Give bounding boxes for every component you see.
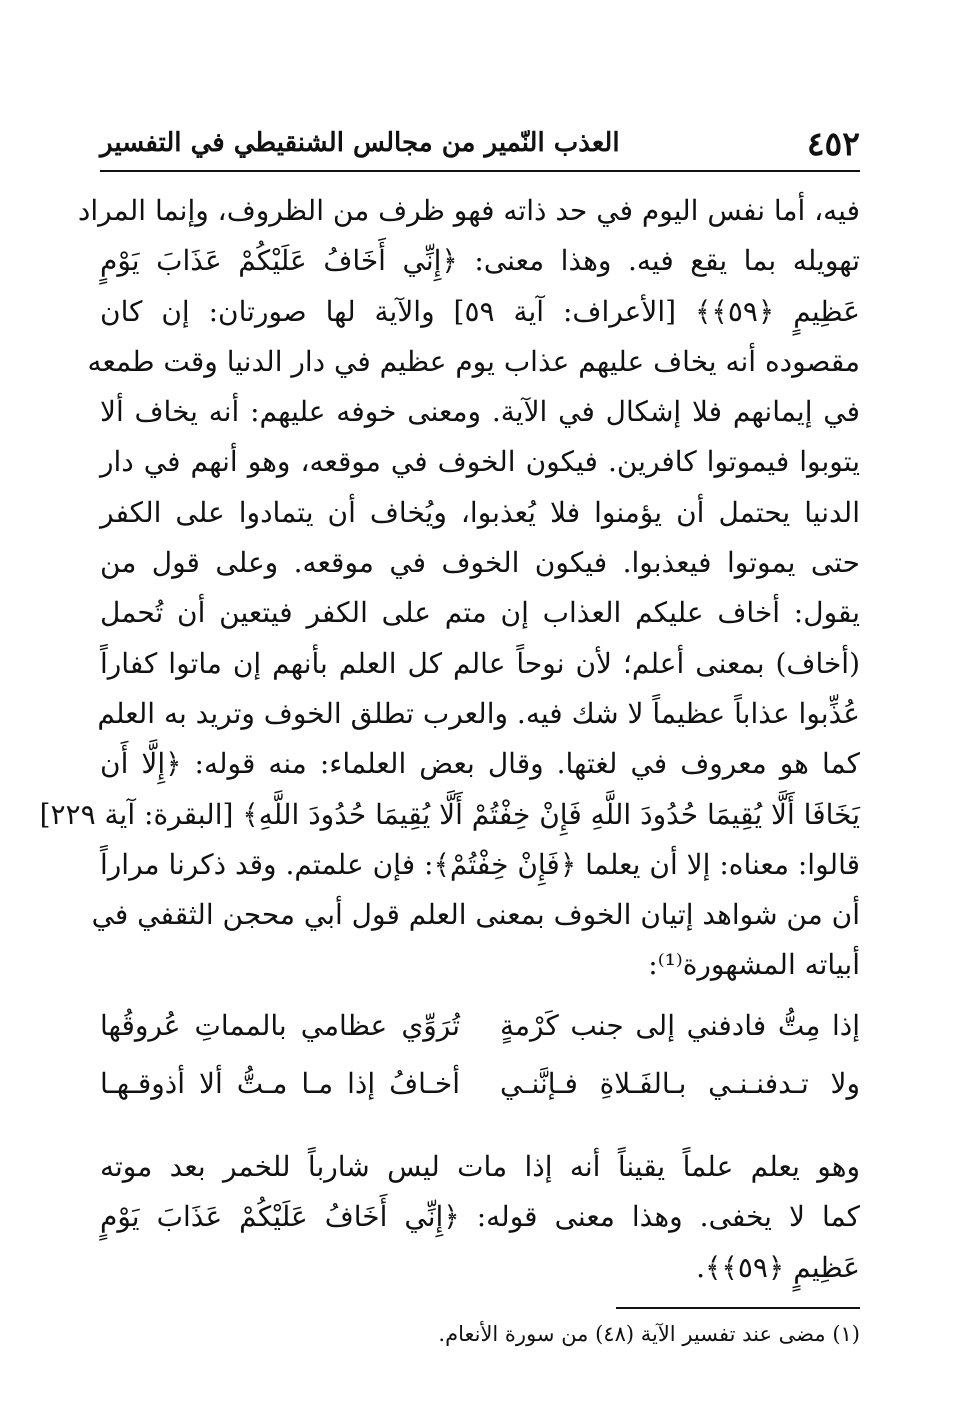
text-line: يقول: أخاف عليكم العذاب إن متم على الكفر فيتعين أن تُحمل xyxy=(100,596,860,630)
text-line: أبياته المشهورة⁽¹⁾: xyxy=(648,948,860,982)
text-line: وهو يعلم علماً يقيناً أنه إذا مات ليس شارباً للخمر بعد موته xyxy=(100,1150,860,1183)
text-line: حتى يموتوا فيعذبوا. فيكون الخوف في موقعه. وعلى قول من xyxy=(100,546,860,580)
poem-verse xyxy=(100,996,860,1054)
text-line: أن من شواهد إتيان الخوف بمعنى العلم قول أبي محجن الثقفي في xyxy=(91,898,860,932)
text-line: مقصوده أنه يخاف عليهم عذاب يوم عظيم في دار الدنيا وقت طمعه xyxy=(87,344,860,378)
poem-verse xyxy=(100,1054,860,1112)
text-line: في إيمانهم فلا إشكال في الآية. ومعنى خوفه عليهم: أنه يخاف ألا xyxy=(100,395,860,429)
footnote: (١) مضى عند تفسير الآية (٤٨) من سورة الأنعام. xyxy=(438,1322,860,1346)
verse-second-hemistich: تُرَوِّي عظامي بالمماتِ عُروقُها xyxy=(100,1008,460,1042)
text-line: عَظِيمٍ ﴿٥٩﴾﴾. xyxy=(696,1250,860,1284)
closing-paragraph xyxy=(100,1142,860,1293)
text-line: قالوا: معناه: إلا أن يعلما ﴿فَإِنْ خِفْتُمْ﴾: فإن علمتم. وقد ذكرنا مراراً xyxy=(100,847,861,881)
text-line: الدنيا يحتمل أن يؤمنوا فلا يُعذبوا، ويُخاف أن يتمادوا على الكفر xyxy=(100,495,860,529)
verse-first-hemistich: إذا مِتُّ فادفني إلى جنب كَرْمةٍ xyxy=(500,1008,860,1042)
text-line: فيه، أما نفس اليوم في حد ذاته فهو ظرف من الظروف، وإنما المراد xyxy=(77,194,860,227)
text-line: كما لا يخفى. وهذا معنى قوله: ﴿إِنِّي أَخَافُ عَلَيْكُمْ عَذَابَ يَوْمٍ xyxy=(100,1200,860,1234)
text-line: كما هو معروف في لغتها. وقال بعض العلماء: منه قوله: ﴿إِلَّا أَن xyxy=(100,747,860,781)
text-line: عُذِّبوا عذاباً عظيماً لا شك فيه. والعرب تطلق الخوف وتريد به العلم xyxy=(97,696,860,730)
page-number: ٤٥٢ xyxy=(806,123,860,163)
page-header xyxy=(100,118,860,168)
footnote-divider xyxy=(616,1307,860,1309)
text-line: يَخَافَا أَلَّا يُقِيمَا حُدُودَ اللَّهِ فَإِنْ خِفْتُمْ أَلَّا يُقِيمَا حُدُودَ اللَّهِ﴾ [البقرة: آية ٢٢٩] xyxy=(39,797,860,831)
verse-second-hemistich: أخـافُ إذا مـا مـتُّ ألا أذوقـهـا xyxy=(100,1066,460,1100)
text-line: يتوبوا فيموتوا كافرين. فيكون الخوف في موقعه، وهو أنهم في دار xyxy=(100,445,860,479)
main-paragraph xyxy=(39,186,861,991)
running-title: العذب النّمير من مجالس الشنقيطي في التفسير xyxy=(100,128,620,158)
text-line: (أخاف) بمعنى أعلم؛ لأن نوحاً عالم كل العلم بأنهم إن ماتوا كفاراً xyxy=(100,646,860,680)
text-line: تهويله بما يقع فيه. وهذا معنى: ﴿إِنِّي أَخَافُ عَلَيْكُمْ عَذَابَ يَوْمٍ xyxy=(100,244,860,278)
text-line: عَظِيمٍ ﴿٥٩﴾﴾ [الأعراف: آية ٥٩] والآية لها صورتان: إن كان xyxy=(100,294,860,328)
verse-first-hemistich: ولا تـدفنـنـي بـالفَـلاةِ فـإنَّنـي xyxy=(500,1066,860,1100)
header-divider xyxy=(100,170,860,172)
poem xyxy=(100,996,860,1112)
